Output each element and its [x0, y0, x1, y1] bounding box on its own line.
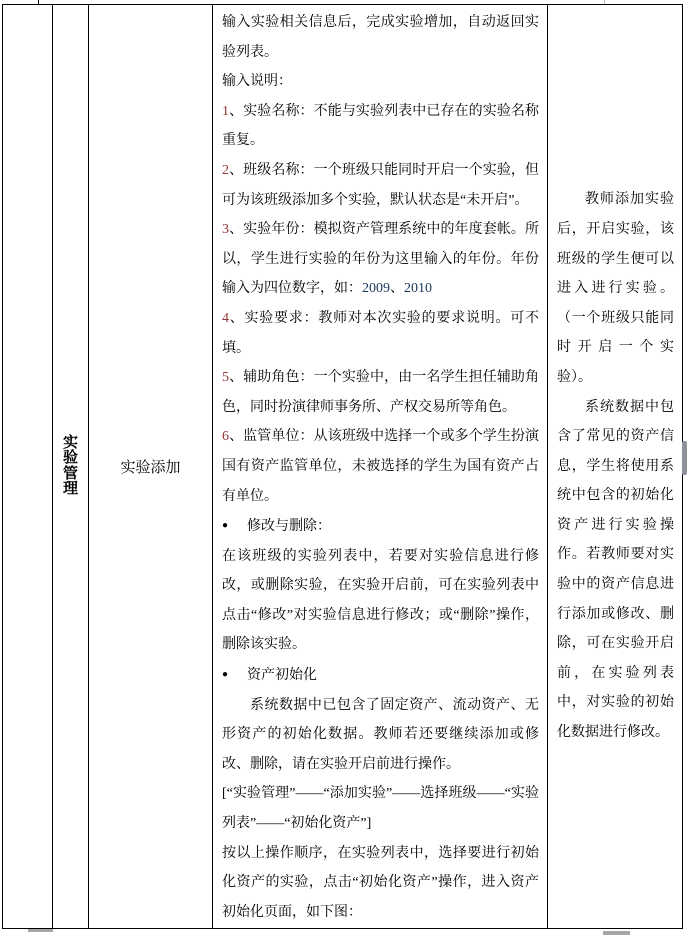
text-run: 、班级名称：一个班级只能同时开启一个实验，但可为该班级添加多个实验，默认状态是“未开启”。 [222, 162, 539, 208]
text-run: 6 [222, 429, 229, 445]
bullet-icon: ● [222, 520, 229, 532]
paragraph [222, 691, 539, 780]
paragraph [222, 156, 539, 215]
left-spacer-cell [3, 5, 53, 928]
paragraph [222, 422, 539, 511]
paragraph [557, 393, 674, 748]
paragraph [222, 304, 539, 363]
paragraph [222, 660, 539, 691]
text-run: 2 [222, 162, 229, 178]
main-instructions-cell [213, 5, 548, 928]
text-run: 、辅助角色：一个实验中，由一名学生担任辅助角色，同时扮演律师事务所、产权交易所等角色。 [222, 370, 539, 415]
cropped-border-fragment [603, 931, 630, 935]
text-run: 2009 [362, 281, 390, 297]
paragraph [222, 363, 539, 422]
paragraph [222, 779, 539, 838]
text-run: 按以上操作顺序，在实验列表中，选择要进行初始化资产的实验，点击“初始化资产”操作，进入资产初始化页面，如下图： [222, 845, 539, 920]
paragraph [222, 839, 539, 928]
paragraph [222, 511, 539, 542]
text-run: 在该班级的实验列表中，若要对实验信息进行修改，或删除实验，在实验开启前，可在实验列表中点击“修改”对实验信息进行修改；或“删除”操作，删除该实验。 [222, 548, 539, 653]
text-run: 、实验名称：不能与实验列表中已存在的实验名称重复。 [222, 103, 539, 149]
side-notes-cell [548, 5, 682, 928]
paragraph [222, 542, 539, 660]
item-label: 实验添加 [120, 460, 181, 476]
paragraph [222, 8, 539, 67]
text-run: 5 [222, 370, 229, 386]
text-run: 输入说明： [222, 74, 292, 90]
paragraph [222, 67, 539, 97]
paragraph [222, 97, 539, 156]
text-run: 2010 [404, 281, 432, 297]
text-run: 系统数据中已包含了固定资产、流动资产、无形资产的初始化数据。教师若还要继续添加或修改、删除，请在实验开启前进行操作。 [222, 697, 539, 772]
paragraph [222, 215, 539, 304]
paragraph [557, 185, 674, 392]
text-run: [“实验管理”——“添加实验”——选择班级——“实验列表”——“初始化资产”] [222, 786, 539, 832]
text-run: 1 [222, 103, 229, 119]
text-run: 4 [222, 310, 229, 326]
category-label-vertical: 实验管理 [62, 434, 78, 497]
text-run: 教师添加实验后，开启实验，该班级的学生便可以进入进行实验。（一个班级只能同时开启一个实验）。 [557, 192, 674, 385]
bullet-icon: ● [222, 669, 229, 681]
manual-table [2, 4, 683, 929]
text-run: 资产初始化 [247, 668, 318, 684]
cropped-border-fragment [604, 0, 605, 4]
text-run: 系统数据中包含了常见的资产信息，学生将使用系统中包含的初始化资产进行实验操作。若教师要对实验中的资产信息进行添加或修改、删除，可在实验开启前，在实验列表中，对实验的初始化数据进行修改。 [557, 399, 674, 741]
cropped-border-fragment [38, 0, 39, 5]
text-run: 、实验要求：教师对本次实验的要求说明。可不填。 [222, 310, 539, 356]
text-run: 输入实验相关信息后，完成实验增加，自动返回实验列表。 [222, 15, 539, 60]
text-run: 3 [222, 222, 229, 238]
item-cell [89, 5, 213, 928]
text-run: 、实验年份：模拟资产管理系统中的年度套帐。所以，学生进行实验的年份为这里输入的年份。年份输入为四位数字，如： [222, 222, 539, 297]
text-run: 、监管单位：从该班级中选择一个或多个学生扮演国有资产监管单位，未被选择的学生为国有资产占有单位。 [222, 429, 539, 504]
category-cell [53, 5, 89, 928]
cropped-border-fragment [28, 929, 53, 932]
scrollbar-thumb[interactable] [682, 441, 687, 475]
text-run: 、 [390, 281, 404, 297]
text-run: 修改与删除： [247, 519, 332, 535]
